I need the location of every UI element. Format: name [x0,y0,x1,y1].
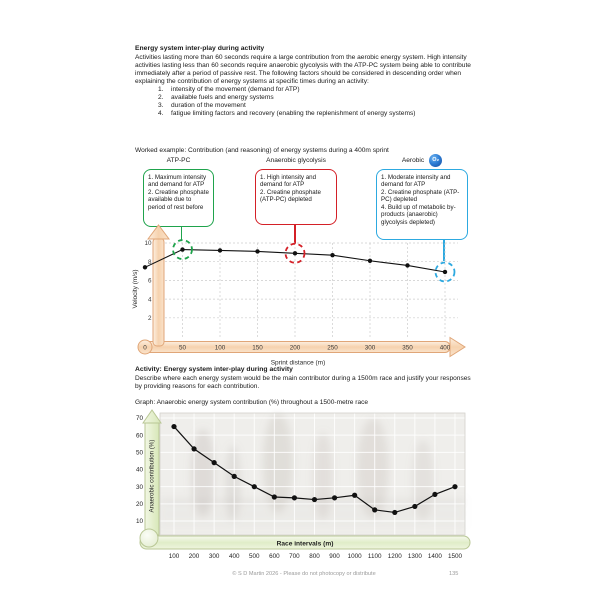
data-point [171,424,176,429]
svg-text:100: 100 [168,553,180,560]
svg-text:700: 700 [289,553,300,560]
svg-text:8: 8 [147,258,152,266]
svg-text:6: 6 [147,277,152,285]
callout-label-text: Aerobic [401,157,425,164]
svg-text:600: 600 [269,553,280,560]
data-point [368,259,372,263]
intro-section [135,45,473,117]
list-item [158,94,473,102]
svg-text:250: 250 [327,344,338,352]
list-number: 3. [158,101,164,109]
svg-text:50: 50 [135,449,143,457]
svg-text:100: 100 [214,344,226,352]
data-point [452,484,457,489]
data-point [143,265,147,269]
callout-label-atp-pc [143,155,214,166]
data-point [443,270,447,274]
data-point [180,247,184,251]
y-axis-title: Velocity (m/s) [132,269,139,309]
data-point [332,495,337,500]
data-point [272,494,277,499]
anaerobic-contribution-chart [128,408,480,570]
factor-list [135,86,473,118]
svg-text:400: 400 [439,344,451,352]
svg-text:800: 800 [309,553,320,560]
svg-text:1300: 1300 [407,553,422,560]
list-item [158,110,473,118]
data-point [292,495,297,500]
worked-example-caption: Worked example: Contribution (and reasoning) of energy systems during a 400m sprint [135,147,389,154]
origin-tick: 0 [143,344,147,352]
data-point [191,446,196,451]
list-number: 1. [158,85,164,93]
callout-item: 2. Creatine phosphate (ATP-PC) depleted [381,188,460,204]
svg-text:1100: 1100 [367,553,382,560]
data-point [232,474,237,479]
list-number: 2. [158,93,164,101]
svg-text:1500: 1500 [447,553,462,560]
data-point [255,249,259,253]
callout-item: 2. Creatine phosphate available due to period of rest before [148,188,209,211]
svg-text:40: 40 [135,466,143,474]
svg-text:500: 500 [249,553,260,560]
data-point [352,493,357,498]
svg-text:900: 900 [329,553,340,560]
grid [165,243,458,339]
footer-copyright: © S D Martin 2026 - Please do not photocopy or distribute [232,571,376,577]
x-axis-title: Sprint distance (m) [270,359,326,367]
callout-item: 1. Moderate intensity and demand for ATP [381,174,451,189]
y-tick-labels [136,415,144,525]
svg-text:1400: 1400 [427,553,442,560]
x-axis [140,338,465,357]
data-point [412,504,417,509]
data-point [330,253,334,257]
callout-item: 2. Creatine phosphate (ATP-PC) depleted [260,188,321,204]
svg-text:10: 10 [135,518,143,526]
x-tick-labels [169,553,463,560]
callout-label-text: Anaerobic glycolysis [266,157,326,164]
intro-paragraph: Activities lasting more than 60 seconds require a large contribution from the aerobic energy system. High intensity activities lasting less than 60 seconds require anaerobic glycolysis with the ATP-PC system being able to contribute immediately after a period of passive rest. The following factors should be considered in descending order when explaining the contribution of energy systems at specific times during an activity: [135,54,471,85]
list-text: available fuels and energy systems [171,93,274,101]
oxygen-icon: O₂ [429,154,442,167]
callout-box-atp-pc [143,169,214,227]
data-point [212,460,217,465]
svg-text:2: 2 [147,315,152,322]
list-item [158,86,473,94]
callout-item: 1. Maximum intensity and demand for ATP [148,174,207,189]
sprint-velocity-chart [128,220,480,370]
svg-text:1000: 1000 [347,553,362,560]
data-point [372,507,377,512]
data-point [432,492,437,497]
activity-section [135,366,473,391]
svg-text:150: 150 [252,344,263,352]
data-point [293,251,297,255]
svg-text:350: 350 [402,344,413,352]
data-point [218,248,222,252]
svg-text:200: 200 [289,344,301,352]
page-number: 135 [449,571,459,577]
callout-label-text: ATP-PC [166,157,191,164]
page-title: Energy system inter-play during activity [135,45,265,52]
y-tick-labels [144,240,152,322]
data-point [392,510,397,515]
list-text: fatigue limiting factors and recovery (enabling the replenishment of energy systems) [171,109,416,117]
y-axis-title: Anaerobic contribution (%) [148,439,156,513]
svg-text:300: 300 [208,553,220,560]
list-number: 4. [158,109,164,117]
activity-heading: Activity: Energy system inter-play during activity [135,366,293,373]
svg-text:200: 200 [188,553,200,560]
callout-box-anaerobic-glycolysis [255,169,337,225]
svg-text:10: 10 [144,240,152,248]
activity-paragraph: Describe where each energy system would be the main contributor during a 1500m race and justify your responses by providing reasons for each contribution. [135,375,471,391]
svg-text:60: 60 [135,432,143,440]
list-text: duration of the movement [171,101,246,109]
data-point [312,497,317,502]
svg-text:400: 400 [228,553,240,560]
svg-text:50: 50 [178,344,187,352]
callout-item: 1. High intensity and demand for ATP [260,174,317,189]
callout-label-anaerobic-glycolysis [255,155,337,166]
y-axis [138,225,169,354]
svg-text:70: 70 [135,415,143,423]
list-text: intensity of the movement (demand for ATP) [171,85,300,93]
graph-caption: Graph: Anaerobic energy system contribution (%) throughout a 1500-metre race [135,399,369,406]
svg-text:30: 30 [135,483,143,491]
callout-label-aerobic [376,155,468,166]
svg-text:20: 20 [135,501,143,509]
data-point [405,263,409,267]
list-item [158,102,473,110]
svg-text:4: 4 [147,296,152,304]
callout-item: 4. Build up of metabolic by-products (anaerobic) glycolysis depleted) [381,203,456,226]
x-axis-title: Race intervals (m) [276,540,334,548]
data-point [252,484,257,489]
svg-text:1200: 1200 [387,553,402,560]
svg-text:300: 300 [364,344,376,352]
